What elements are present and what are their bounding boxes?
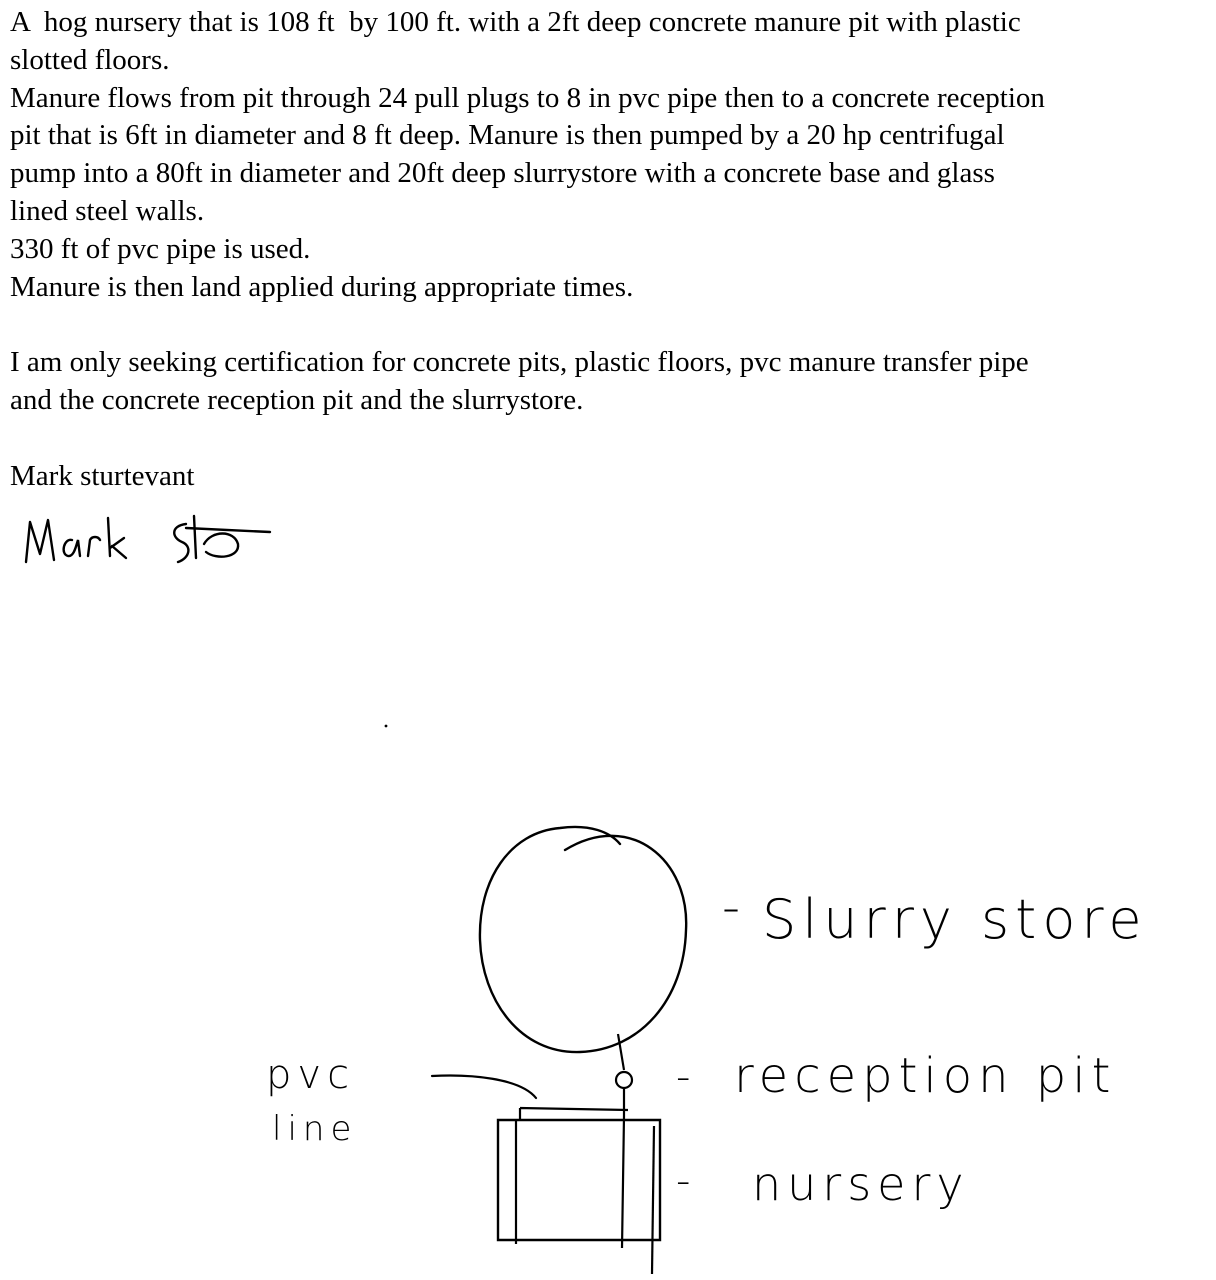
dash-reception: - (676, 1054, 697, 1100)
pvc-pointer (432, 1076, 536, 1098)
transfer-pipe (618, 1034, 624, 1070)
stray-dot (385, 725, 388, 728)
letter-line: I am only seeking certification for concrete pits, plastic floors, pvc manure transfer pipe (10, 346, 1029, 379)
nursery-right-line (652, 1126, 654, 1274)
nursery-label: nursery (752, 1157, 970, 1211)
facility-sketch (0, 700, 1216, 1280)
signature (20, 510, 280, 580)
reception-pit-label: reception pit (734, 1048, 1117, 1104)
letter-line: Manure is then land applied during appropriate times. (10, 270, 634, 303)
nursery-top-line (520, 1108, 628, 1120)
letter-line: A hog nursery that is 108 ft by 100 ft. with a 2ft deep concrete manure pit with plastic (10, 6, 1021, 38)
dash-nursery: - (676, 1158, 697, 1204)
letter-line: pit that is 6ft in diameter and 8 ft deep. Manure is then pumped by a 20 hp centrifugal (10, 119, 1005, 152)
letter-line: 330 ft of pvc pipe is used. (10, 232, 311, 265)
nursery-building (498, 1120, 660, 1240)
reception-to-nursery-line (622, 1088, 624, 1248)
paragraph-gap (10, 420, 1210, 458)
letter-line: and the concrete reception pit and the slurrystore. (10, 383, 584, 416)
author-name: Mark sturtevant (10, 459, 195, 492)
letter-line: slotted floors. (10, 43, 170, 76)
letter-line: pump into a 80ft in diameter and 20ft deep slurrystore with a concrete base and glass (10, 157, 995, 190)
slurry-store-circle (480, 827, 686, 1052)
letter-line: Manure flows from pit through 24 pull plugs to 8 in pvc pipe then to a concrete reception (10, 81, 1045, 114)
reception-pit-circle (616, 1072, 632, 1088)
letter-line: lined steel walls. (10, 194, 205, 227)
letter-body (10, 4, 1210, 495)
slurry-store-label: Slurry store (762, 888, 1148, 951)
paragraph-gap (10, 306, 1210, 344)
pvc-label-line: line (272, 1109, 358, 1149)
dash-slurry: - (722, 878, 747, 936)
pvc-label: pvc (266, 1052, 356, 1098)
